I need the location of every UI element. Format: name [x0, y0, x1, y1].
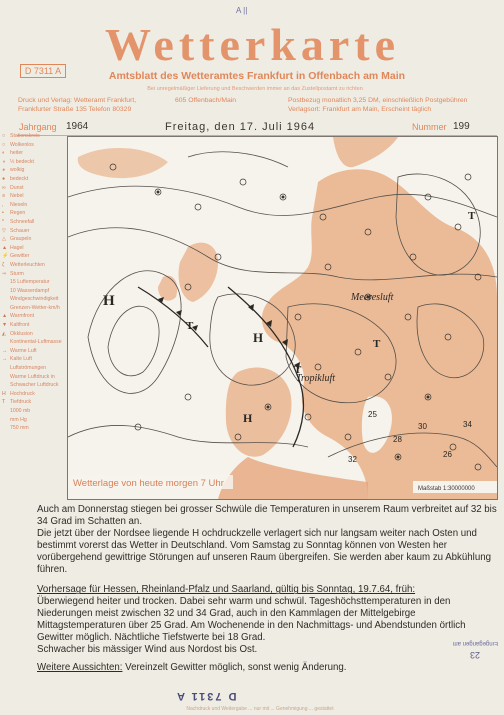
- issue-number: 199: [453, 121, 470, 132]
- legend-item: [2, 347, 66, 356]
- legend-label: 10 Wasserdampf: [10, 287, 50, 294]
- legend-label: Windgeschwindigkeit: [10, 296, 59, 303]
- legend-symbol-icon: ≡: [2, 193, 6, 200]
- legend-label: Luftströmungen: [10, 365, 47, 372]
- year-label: Jahrgang: [19, 122, 57, 132]
- svg-text:28: 28: [393, 435, 402, 444]
- legend-symbol-icon: ζ: [2, 261, 5, 268]
- low-label-2: T: [294, 364, 302, 376]
- legend-label: Warme Luft: [10, 347, 37, 354]
- legend-item: [2, 304, 66, 313]
- legend-item: [2, 398, 66, 407]
- map-caption: Wetterlage von heute morgen 7 Uhr: [73, 478, 224, 489]
- legend-label: heiter: [10, 150, 23, 157]
- svg-text:34: 34: [463, 420, 472, 429]
- legend-symbol-icon: ▲: [2, 313, 8, 320]
- svg-text:32: 32: [348, 455, 357, 464]
- legend-symbol-icon: ◐: [2, 150, 6, 157]
- legend-item: [2, 364, 66, 373]
- legend-label: Schauer: [10, 227, 30, 234]
- legend-item: [2, 132, 66, 141]
- legend-label: Grenzen-Wetter-km/h: [10, 304, 60, 311]
- legend-item: [2, 407, 66, 416]
- legend-label: Gewitter: [10, 253, 30, 260]
- legend-item: [2, 278, 66, 287]
- legend-item: [2, 209, 66, 218]
- subtitle: Amtsblatt des Wetteramtes Frankfurt in Offenbach am Main: [108, 70, 406, 82]
- notice: Bei unregelmäßiger Lieferung und Beschwerden immer an das Zustellpostamt zu richten: [147, 86, 363, 92]
- legend-symbol-icon: ⇒: [2, 270, 7, 277]
- air-mass-maritime: Meeresluft: [351, 292, 394, 303]
- low-label-4: T: [373, 338, 381, 350]
- legend-label: Wolkenlos: [10, 141, 34, 148]
- legend-label: Schneefall: [10, 218, 35, 225]
- legend-label: Warme Luftdruck in: [10, 373, 55, 380]
- legend-symbol-icon: △: [2, 236, 6, 243]
- legend-label: Hochdruck: [10, 390, 35, 397]
- legend-label: Graupeln: [10, 236, 32, 243]
- forecast-heading: Vorhersage für Hessen, Rheinland-Pfalz und Saarland, gültig bis Sonntag, 19.7.64, früh:: [37, 584, 416, 596]
- high-label-west: H: [103, 293, 115, 309]
- legend-item: [2, 321, 66, 330]
- legend-label: Hagel: [10, 244, 24, 251]
- legend-symbol-icon: ◭: [2, 330, 6, 337]
- outlook-body: Vereinzelt Gewitter möglich, sonst wenig Änderung.: [125, 661, 347, 673]
- legend-item: [2, 416, 66, 425]
- legend-item: [2, 330, 66, 339]
- legend-label: Warmfront: [10, 313, 35, 320]
- forecast-article: [37, 504, 497, 674]
- legend-item: [2, 381, 66, 390]
- legend-label: wolkig: [10, 167, 25, 174]
- svg-text:30: 30: [418, 422, 427, 431]
- legend-label: mm Hg: [10, 416, 27, 423]
- air-mass-tropical: Tropikluft: [296, 373, 336, 384]
- legend-label: Kontinental-Luftmasse: [10, 339, 62, 346]
- low-label-1: T: [186, 320, 194, 332]
- legend-label: Wetterleuchten: [10, 261, 45, 268]
- legend-item: [2, 227, 66, 236]
- legend-item: [2, 295, 66, 304]
- legend-label: Nieseln: [10, 201, 28, 208]
- weather-map-drawing: [68, 137, 497, 499]
- legend-label: 15 Luftemperatur: [10, 279, 50, 286]
- legend-label: 1000 mb: [10, 408, 31, 414]
- legend-item: [2, 235, 66, 244]
- paragraph-1: Auch am Donnerstag stiegen bei grosser Schwüle die Temperaturen in unserem Raum verbreitet auf 32 bis 34 Grad im Schatten an.: [37, 504, 497, 527]
- legend-symbol-icon: ▼: [2, 322, 8, 329]
- received-stamp: Eingegangen am: [452, 640, 498, 646]
- bottom-id-stamp: D 7311 A: [175, 690, 237, 702]
- legend-symbol-icon: H: [2, 390, 6, 397]
- high-label-central: H: [253, 330, 264, 345]
- map-legend: [2, 132, 66, 502]
- legend-symbol-icon: *: [2, 218, 5, 225]
- svg-text:25: 25: [368, 410, 377, 419]
- legend-symbol-icon: →: [2, 356, 8, 363]
- legend-item: [2, 355, 66, 364]
- high-label-south: H: [243, 411, 253, 425]
- page-title: Wetterkarte: [104, 19, 401, 70]
- legend-item: [2, 141, 66, 150]
- legend-label: Regen: [10, 210, 26, 217]
- legend-item: [2, 218, 66, 227]
- legend-item: [2, 252, 66, 261]
- legend-symbol-icon: ⚡: [2, 253, 9, 260]
- legend-label: Kaltfront: [10, 322, 30, 329]
- legend-label: ½ bedeckt: [10, 158, 34, 165]
- legend-item: [2, 175, 66, 184]
- legend-label: Schwacher Luftdruck: [10, 382, 59, 389]
- top-mark: A ||: [236, 6, 248, 15]
- legend-symbol-icon: T: [2, 399, 6, 406]
- legend-symbol-icon: ○: [2, 133, 6, 139]
- wind-forecast: Schwacher bis mässiger Wind aus Nordost bis Ost.: [37, 643, 258, 655]
- publisher-line1: Druck und Verlag: Wetteramt Frankfurt,: [18, 97, 137, 104]
- legend-label: 750 mm: [10, 425, 29, 432]
- legend-symbol-icon: ●: [2, 175, 6, 182]
- legend-symbol-icon: ∞: [2, 184, 6, 191]
- forecast-body: Überwiegend heiter und trocken. Dabei sehr warm und schwül. Tageshöchsttemperaturen in den Niederungen meist zwischen 32 und 34 Grad, auch in den Kammlagen der Mittelgebirge Mittagstemperaturen über 25 Grad. Am Wochenende in den Nachmittags- und Abendstunden örtlich Gewitter möglich. Nächtliche Tiefstwerte bei 18 Grad.: [37, 596, 466, 644]
- legend-item: [2, 390, 66, 399]
- publisher-city: 605 Offenbach/Main: [175, 97, 237, 104]
- legend-item: [2, 287, 66, 296]
- legend-item: [2, 244, 66, 253]
- legend-label: Tiefdruck: [10, 399, 32, 406]
- outlook-label: Weitere Aussichten:: [37, 661, 123, 673]
- margin-stamp: 23: [470, 650, 481, 660]
- legend-item: [2, 312, 66, 321]
- legend-symbol-icon: ▲: [2, 244, 8, 251]
- legend-item: [2, 192, 66, 201]
- legend-item: [2, 373, 66, 382]
- footer-note: Nachdruck und Weitergabe ... nur mit ... Genehmigung ... gestattet: [186, 706, 334, 712]
- svg-text:26: 26: [443, 450, 452, 459]
- legend-symbol-icon: ◕: [2, 167, 6, 174]
- publisher-line2: Frankfurter Straße 135 Telefon 80329: [18, 106, 132, 113]
- price-line1: Postbezug monatlich 3,25 DM, einschließlich Postgebühren: [288, 97, 468, 104]
- legend-label: Okklusion: [10, 330, 33, 337]
- legend-label: bedeckt: [10, 175, 29, 182]
- legend-item: [2, 184, 66, 193]
- price-line2: Verlagsort: Frankfurt am Main, Erscheint täglich: [288, 106, 432, 113]
- legend-label: Stationskreis: [10, 133, 40, 139]
- id-box: D 7311 A: [20, 64, 66, 78]
- legend-label: Nebel: [10, 193, 24, 200]
- legend-label: Dunst: [10, 184, 24, 191]
- issue-date: Freitag, den 17. Juli 1964: [165, 121, 316, 133]
- legend-item: [2, 338, 66, 347]
- legend-item: [2, 424, 66, 433]
- legend-symbol-icon: →: [2, 347, 8, 354]
- legend-label: Sturm: [10, 270, 24, 277]
- map-scale: Maßstab 1:30000000: [418, 486, 475, 492]
- legend-symbol-icon: ○: [2, 141, 6, 148]
- legend-item: [2, 166, 66, 175]
- low-label-3: T: [468, 210, 476, 222]
- legend-symbol-icon: ▽: [2, 227, 6, 234]
- legend-item: [2, 270, 66, 279]
- number-label: Nummer: [412, 122, 447, 132]
- dateline: [17, 120, 487, 136]
- weather-map: [67, 136, 498, 500]
- year: 1964: [66, 121, 89, 132]
- legend-item: [2, 158, 66, 167]
- legend-item: [2, 149, 66, 158]
- legend-label: Kalte Luft: [10, 356, 32, 363]
- legend-symbol-icon: ◑: [2, 158, 6, 165]
- outlook: [37, 662, 497, 674]
- legend-item: [2, 261, 66, 270]
- paragraph-2: Die jetzt über der Nordsee liegende H ochdruckzelle verlagert sich nur langsam weiter nach Osten und bestimmt vorerst das Wetter in Deutschland. Vom Samstag zu Sonntag können von Westen her vorübergehend gewittrige Störungen auf unseren Raum übergreifen. Sie werden aber kaum zu Abkühlung führen.: [37, 527, 491, 575]
- legend-symbol-icon: ,: [2, 201, 4, 208]
- legend-symbol-icon: •: [2, 210, 4, 217]
- legend-item: [2, 201, 66, 210]
